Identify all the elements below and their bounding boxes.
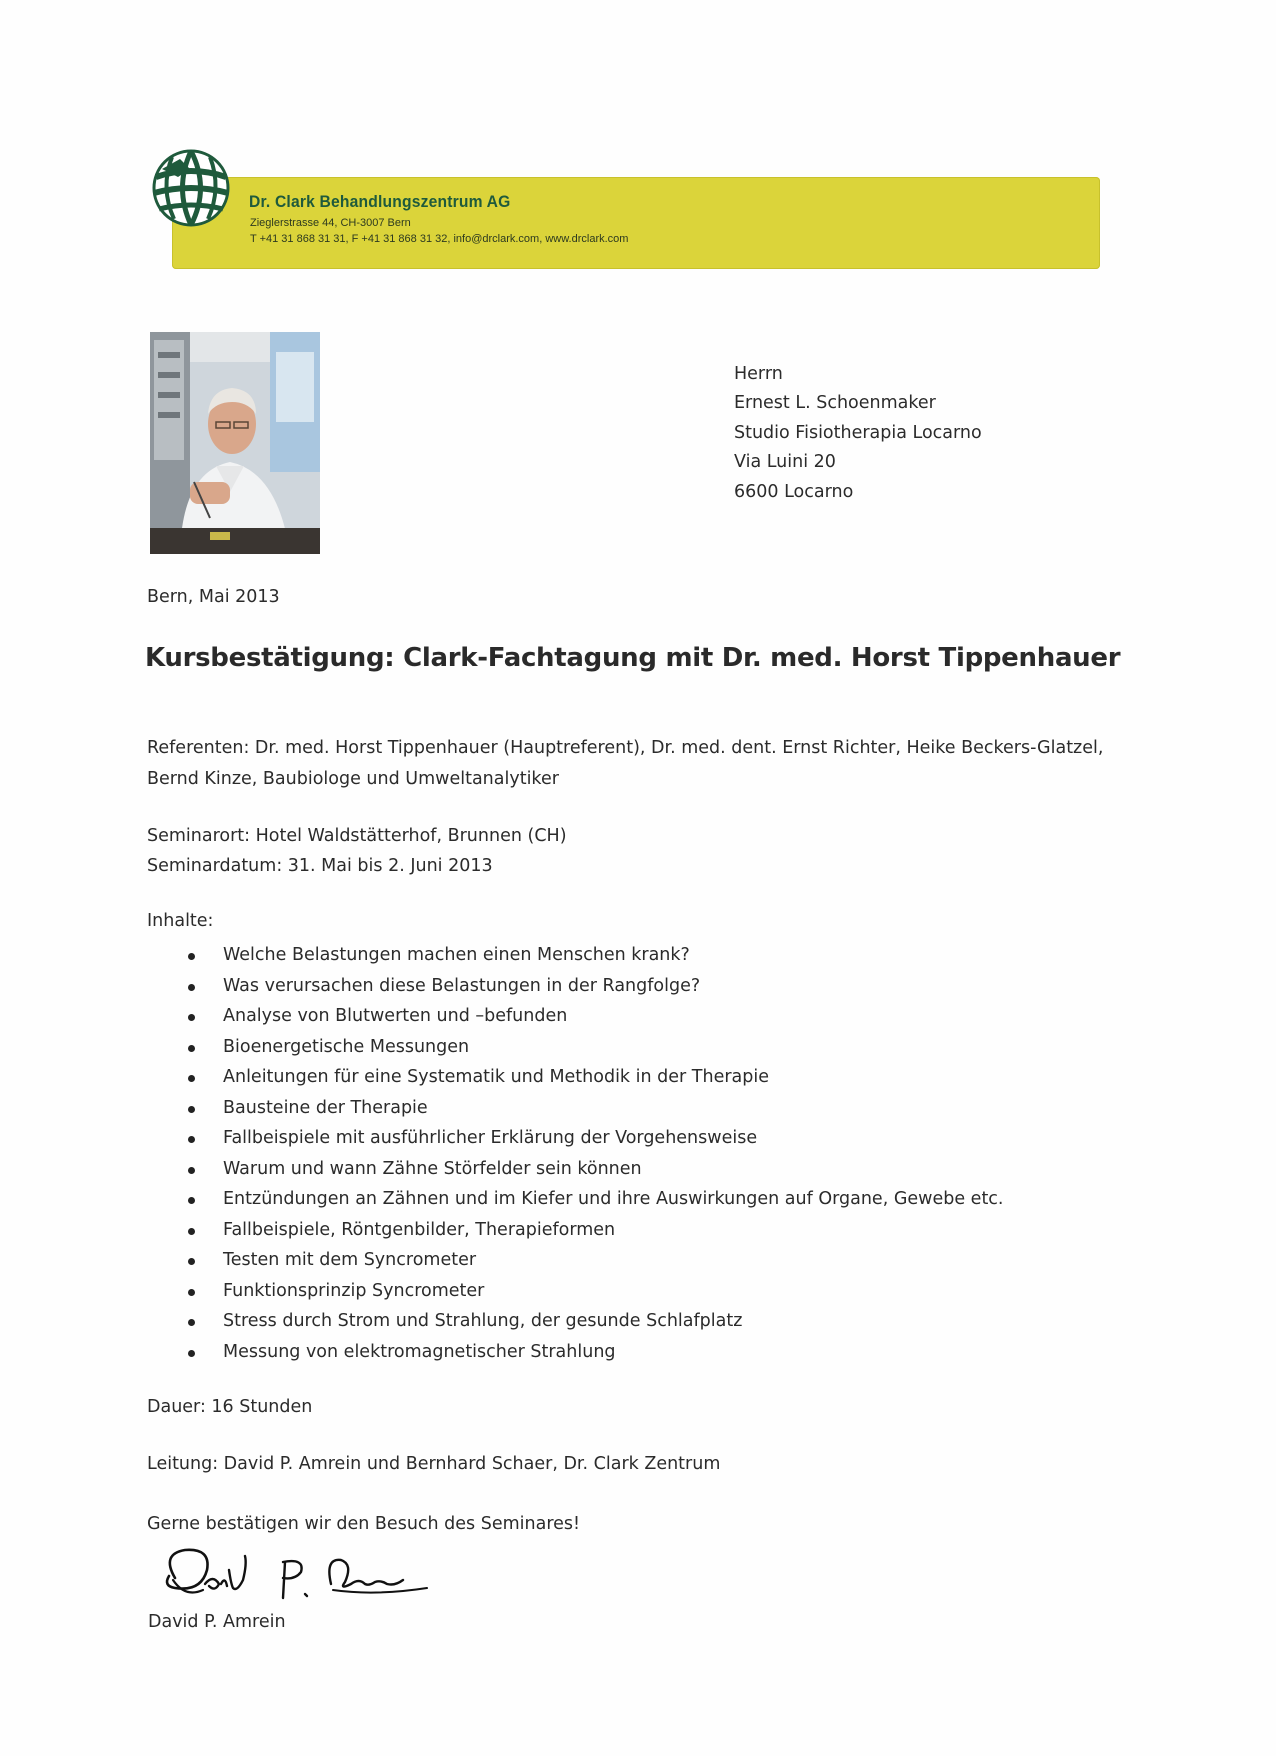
recipient-salutation: Herrn (734, 364, 783, 384)
list-item: Welche Belastungen machen einen Menschen krank? (186, 940, 1004, 971)
referents-line-2: Bernd Kinze, Baubiologe und Umweltanalytiker (147, 768, 559, 789)
list-item: Was verursachen diese Belastungen in der Rangfolge? (186, 971, 1004, 1002)
list-item: Entzündungen an Zähnen und im Kiefer und ihre Auswirkungen auf Organe, Gewebe etc. (186, 1184, 1004, 1215)
leadership: Leitung: David P. Amrein und Bernhard Schaer, Dr. Clark Zentrum (147, 1454, 721, 1474)
handwritten-signature (155, 1540, 435, 1610)
list-item: Anleitungen für eine Systematik und Methodik in der Therapie (186, 1062, 1004, 1093)
recipient-name: Ernest L. Schoenmaker (734, 393, 936, 414)
document-title: Kursbestätigung: Clark-Fachtagung mit Dr. med. Horst Tippenhauer (145, 643, 1121, 673)
list-item: Bioenergetische Messungen (186, 1032, 1004, 1063)
recipient-street: Via Luini 20 (734, 452, 836, 473)
contents-label: Inhalte: (147, 911, 214, 931)
duration: Dauer: 16 Stunden (147, 1397, 313, 1417)
company-name: Dr. Clark Behandlungszentrum AG (249, 192, 511, 211)
list-item: Warum und wann Zähne Störfelder sein können (186, 1154, 1004, 1185)
referents-line-1: Referenten: Dr. med. Horst Tippenhauer (Hauptreferent), Dr. med. dent. Ernst Richter, Heike Beckers-Glatzel, (147, 738, 1104, 758)
list-item: Analyse von Blutwerten und –befunden (186, 1001, 1004, 1032)
list-item: Messung von elektromagnetischer Strahlung (186, 1337, 1004, 1368)
company-contact: T +41 31 868 31 31, F +41 31 868 31 32, info@drclark.com, www.drclark.com (250, 233, 629, 245)
list-item: Bausteine der Therapie (186, 1093, 1004, 1124)
recipient-city: 6600 Locarno (734, 481, 854, 502)
topics-list (186, 940, 1004, 1367)
referents (147, 733, 1103, 794)
seminar-date: Seminardatum: 31. Mai bis 2. Juni 2013 (147, 856, 493, 876)
date-line: Bern, Mai 2013 (147, 587, 280, 607)
company-address: Zieglerstrasse 44, CH-3007 Bern (250, 217, 411, 229)
seminar-info (147, 821, 567, 881)
recipient-address (734, 360, 982, 507)
globe-icon (150, 147, 232, 229)
recipient-company: Studio Fisiotherapia Locarno (734, 422, 982, 443)
seminar-location: Seminarort: Hotel Waldstätterhof, Brunnen (CH) (147, 826, 567, 846)
portrait-photo (150, 332, 320, 554)
closing-sentence: Gerne bestätigen wir den Besuch des Seminares! (147, 1514, 581, 1534)
list-item: Fallbeispiele mit ausführlicher Erklärung der Vorgehensweise (186, 1123, 1004, 1154)
signer-name: David P. Amrein (148, 1612, 286, 1632)
list-item: Stress durch Strom und Strahlung, der gesunde Schlafplatz (186, 1306, 1004, 1337)
list-item: Fallbeispiele, Röntgenbilder, Therapieformen (186, 1215, 1004, 1246)
list-item: Funktionsprinzip Syncrometer (186, 1276, 1004, 1307)
list-item: Testen mit dem Syncrometer (186, 1245, 1004, 1276)
